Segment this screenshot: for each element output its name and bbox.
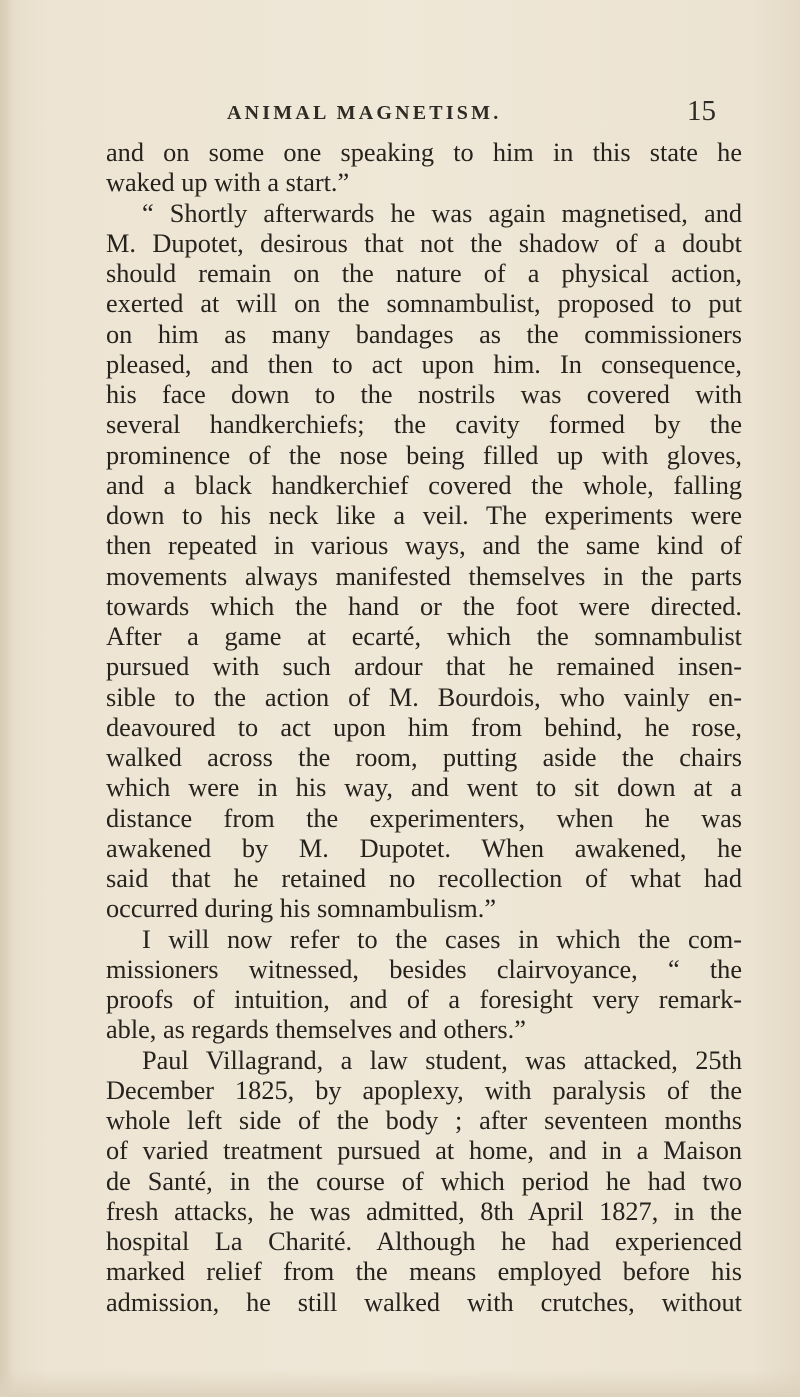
text-line: and on some one speaking to him in this state he xyxy=(106,138,742,167)
text-line: exerted at will on the somnambulist, proposed to put xyxy=(106,289,742,319)
text-line: After a game at ecarté, which the somnambulist xyxy=(106,622,742,651)
text-line: hospital La Charité. Although he had experienced xyxy=(106,1227,742,1256)
text-line: proofs of intuition, and of a foresight very remark- xyxy=(106,985,742,1014)
text-line: admission, he still walked with crutches, without xyxy=(106,1287,742,1317)
text-line: on him as many bandages as the commissioners xyxy=(106,319,742,349)
text-line: pursued with such ardour that he remained insen- xyxy=(106,652,742,682)
text-line: de Santé, in the course of which period he had two xyxy=(106,1166,742,1196)
body-text xyxy=(106,138,742,1318)
text-line: pleased, and then to act upon him. In consequence, xyxy=(106,349,742,379)
text-line: marked relief from the means employed before his xyxy=(106,1257,742,1287)
page-header xyxy=(112,96,746,136)
text-line: awakened by M. Dupotet. When awakened, he xyxy=(106,833,742,863)
text-line: several handkerchiefs; the cavity formed by the xyxy=(106,410,742,440)
text-line: prominence of the nose being filled up with gloves, xyxy=(106,440,742,470)
text-line: should remain on the nature of a physical action, xyxy=(106,259,742,288)
text-line: waked up with a start.” xyxy=(106,168,350,198)
text-line: said that he retained no recollection of what had xyxy=(106,864,742,893)
text-line: December 1825, by apoplexy, with paralysis of the xyxy=(106,1075,742,1105)
text-line: distance from the experimenters, when he was xyxy=(106,803,742,833)
text-line: which were in his way, and went to sit down at a xyxy=(106,773,742,803)
text-line: occurred during his somnambulism.” xyxy=(106,894,496,924)
text-line: down to his neck like a veil. The experiments were xyxy=(106,501,742,530)
page-gutter-shadow xyxy=(0,0,14,1397)
text-line: of varied treatment pursued at home, and in a Maison xyxy=(106,1136,742,1166)
text-line: walked across the room, putting aside the chairs xyxy=(106,743,742,772)
text-line: towards which the hand or the foot were directed. xyxy=(106,591,742,621)
text-line: deavoured to act upon him from behind, he rose, xyxy=(106,712,742,742)
running-head: ANIMAL MAGNETISM. xyxy=(227,102,502,124)
text-line: then repeated in various ways, and the same kind of xyxy=(106,531,742,561)
text-line: and a black handkerchief covered the whole, falling xyxy=(106,470,742,500)
text-line: his face down to the nostrils was covered with xyxy=(106,380,742,409)
text-line: movements always manifested themselves in the parts xyxy=(106,561,742,591)
page-bottom-edge xyxy=(0,1370,800,1397)
text-line: “ Shortly afterwards he was again magnetised, and xyxy=(142,198,742,228)
text-line: I will now refer to the cases in which the com- xyxy=(142,924,742,954)
page-number: 15 xyxy=(687,95,716,127)
text-line: Paul Villagrand, a law student, was attacked, 25th xyxy=(142,1045,742,1075)
text-line: fresh attacks, he was admitted, 8th April 1827, in the xyxy=(106,1196,742,1226)
text-line: sible to the action of M. Bourdois, who vainly en- xyxy=(106,682,742,712)
text-line: whole left side of the body ; after seventeen months xyxy=(106,1106,742,1135)
text-line: M. Dupotet, desirous that not the shadow of a doubt xyxy=(106,228,742,258)
text-line: missioners witnessed, besides clairvoyance, “ the xyxy=(106,954,742,984)
text-line: able, as regards themselves and others.” xyxy=(106,1015,526,1045)
